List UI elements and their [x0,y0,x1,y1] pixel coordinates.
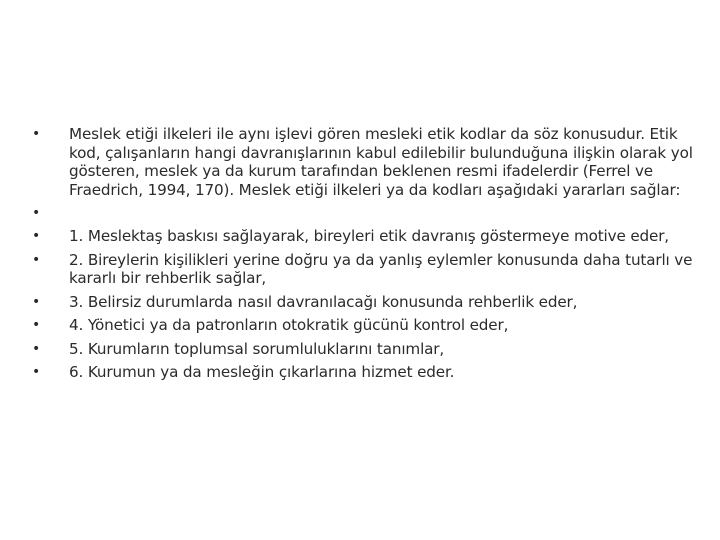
bullet-text: 4. Yönetici ya da patronların otokratik gücünü kontrol eder, [69,316,509,334]
bullet-dot-icon: • [31,293,41,310]
bullet-text: 1. Meslektaş baskısı sağlayarak, bireyleri etik davranış göstermeye motive eder, [69,227,669,245]
bullet-dot-icon: • [31,317,41,333]
bullet-dot-icon: • [31,251,41,268]
bullet-text: Meslek etiği ilkeleri ile aynı işlevi gören mesleki etik kodlar da söz konusudur. Etik kod, çalışanların hangi davranışlarının kabul edilebilir bulunduğuna ilişkin olarak yol gösteren, meslek ya da kurum tarafından beklenen resmi ifadelerdir (Ferrel ve Fraedrich, 1994, 170). Meslek etiği ilkeleri ya da kodları aşağıdaki yararları sağlar: [69,125,693,199]
bullet-item-intro [30,125,698,199]
bullet-dot-icon: • [31,126,41,142]
bullet-dot-icon: • [31,205,41,221]
bullet-dot-icon: • [31,228,41,244]
bullet-text: 5. Kurumların toplumsal sorumluluklarını tanımlar, [69,339,445,358]
bullet-list [30,125,698,387]
bullet-item-4 [30,316,698,335]
bullet-item-empty [30,204,698,222]
bullet-item-5 [30,340,698,359]
bullet-text: 3. Belirsiz durumlarda nasıl davranılacağı konusunda rehberlik eder, [69,292,578,311]
bullet-item-6 [30,363,698,382]
bullet-item-3 [30,293,698,312]
bullet-item-1 [30,227,698,246]
bullet-text: 6. Kurumun ya da mesleğin çıkarlarına hizmet eder. [69,363,455,381]
bullet-dot-icon: • [31,364,41,380]
bullet-item-2 [30,251,698,288]
bullet-text: 2. Bireylerin kişilikleri yerine doğru ya da yanlış eylemler konusunda daha tutarlı ve kararlı bir rehberlik sağlar, [69,250,693,287]
bullet-dot-icon: • [31,340,41,357]
